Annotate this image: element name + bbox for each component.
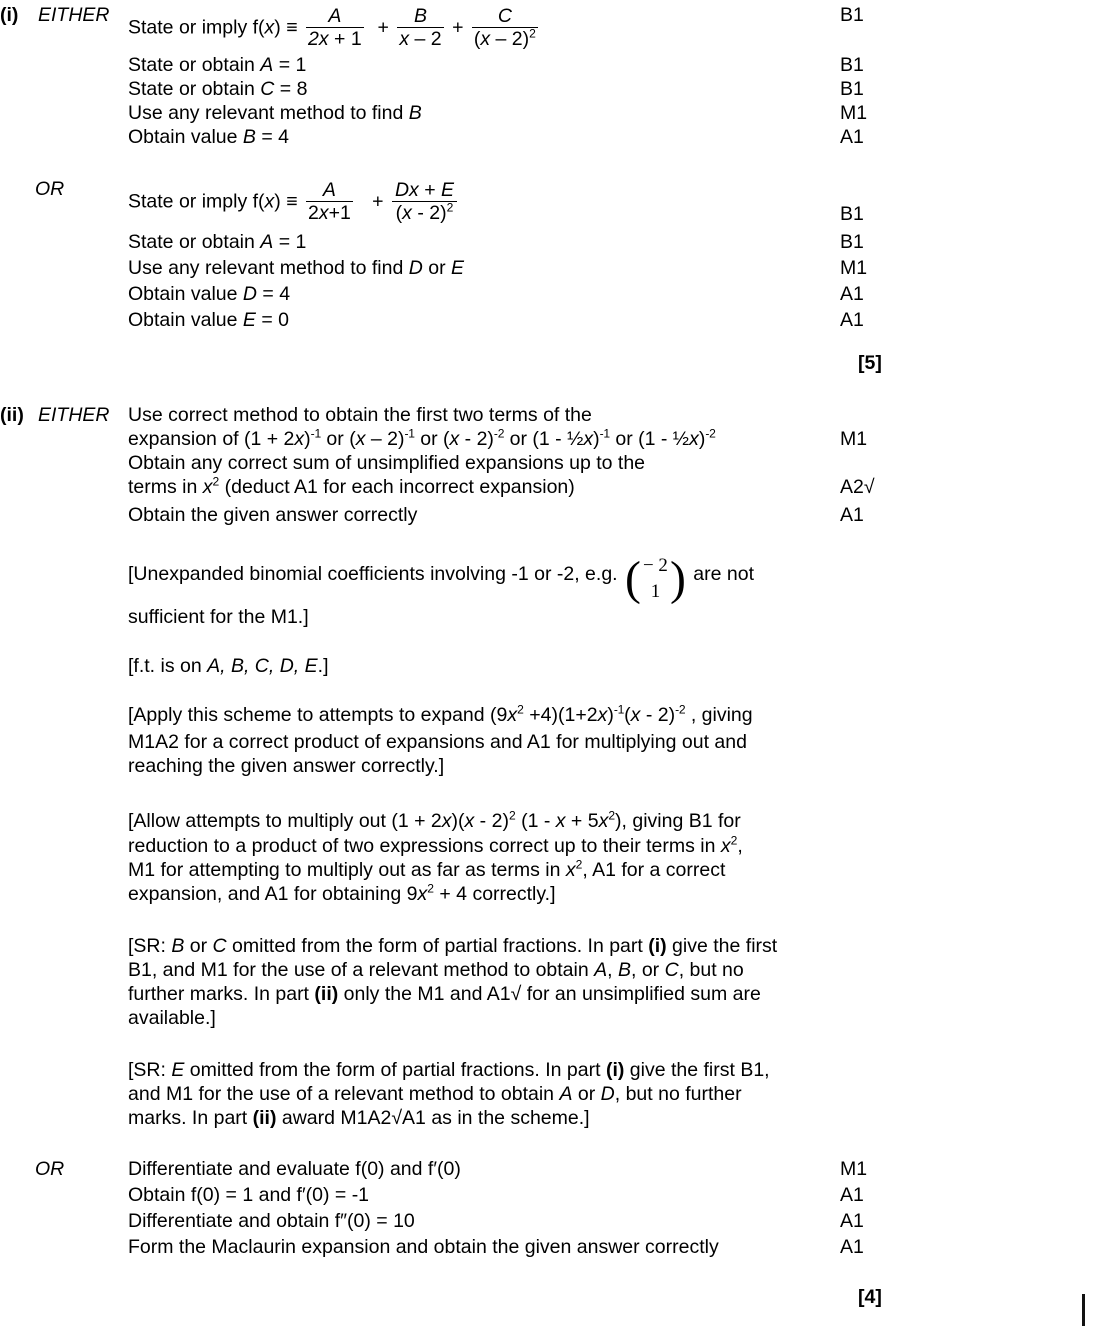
- part-ii-either-line-4: terms in $x^2$ (deduct A1 for each incorrect expansion): [128, 474, 575, 498]
- fraction-b-over-x-minus-2: [397, 6, 443, 50]
- part-i-either-label: EITHER: [38, 4, 110, 26]
- part-ii-or-line-1: Differentiate and evaluate f(0) and f′(0): [128, 1158, 461, 1180]
- part-ii-either-line-2: expansion of $(1 + 2x)^{-1}$ or (x – 2)$^{-1}$ or (x - 2)$^{-2}$ or (1 - ½x)$^{-1}$ or (1 - ½x)$^{-2}$: [128, 426, 716, 450]
- fraction-a-over-2x-plus-1: [306, 6, 364, 50]
- part-i-label: (i): [0, 4, 19, 26]
- mark-part-ii-or-1: M1: [840, 1158, 868, 1180]
- part-ii-either-line-3: Obtain any correct sum of unsimplified expansions up to the: [128, 452, 646, 474]
- fraction-numerator: C: [472, 6, 538, 28]
- binomial-coefficient: [627, 553, 684, 604]
- note-binomial-line-2: sufficient for the M1.]: [128, 606, 309, 628]
- part-ii-label: (ii): [0, 404, 24, 426]
- note-allow-line-3: M1 for attempting to multiply out as far as terms in $x^2$, A1 for a correct: [128, 857, 726, 881]
- part-i-total-marks: [5]: [858, 352, 882, 374]
- note-follow-through: [f.t. is on A, B, C, D, E.]: [128, 655, 329, 677]
- part-ii-either-line-5: Obtain the given answer correctly: [128, 504, 418, 526]
- part-i-either-line-2: State or obtain A = 1: [128, 54, 307, 76]
- plus-operator-2: +: [452, 16, 464, 39]
- note-sr2-line-3: marks. In part (ii) award M1A2√A1 as in the scheme.]: [128, 1107, 590, 1129]
- note-sr2-line-1: [SR: E omitted from the form of partial fractions. In part (i) give the first B1,: [128, 1059, 770, 1081]
- note-apply-line-3: reaching the given answer correctly.]: [128, 755, 445, 777]
- note-allow-line-4: expansion, and A1 for obtaining $9x^2 + 4$ correctly.]: [128, 881, 556, 905]
- mark-part-i-either-4: M1: [840, 102, 868, 124]
- fraction-denominator: (x – 2)$^2$: [473, 26, 536, 51]
- part-i-either-line-3: State or obtain C = 8: [128, 78, 308, 100]
- part-ii-or-line-2: Obtain f(0) = 1 and f′(0) = -1: [128, 1184, 370, 1206]
- mark-part-i-or-3: M1: [840, 257, 868, 279]
- mark-part-ii-expansion: M1: [840, 428, 868, 450]
- note-sr1-line-4: available.]: [128, 1007, 216, 1029]
- note-binomial-after: are not: [693, 562, 754, 585]
- mark-part-ii-or-2: A1: [840, 1184, 864, 1206]
- binomial-bottom: 1: [650, 580, 661, 602]
- part-i-either-line-5: Obtain value B = 4: [128, 126, 289, 148]
- part-i-or-line-5: Obtain value E = 0: [128, 309, 289, 331]
- part-i-either-line-1: [128, 6, 541, 50]
- note-binomial-before: [Unexpanded binomial coefficients involving -1 or -2, e.g.: [128, 562, 618, 585]
- part-i-or-line-4: Obtain value D = 4: [128, 283, 291, 305]
- right-paren-icon: ): [669, 551, 686, 605]
- part-i-or-label: OR: [35, 178, 65, 200]
- part-ii-or-line-4: Form the Maclaurin expansion and obtain the given answer correctly: [128, 1236, 719, 1258]
- fraction-numerator: A: [306, 180, 353, 202]
- part-i-either-line-4: Use any relevant method to find B: [128, 102, 422, 124]
- binomial-top: − 2: [643, 555, 668, 576]
- mark-part-ii-or-4: A1: [840, 1236, 864, 1258]
- note-apply-line-2: M1A2 for a correct product of expansions and A1 for multiplying out and: [128, 731, 747, 753]
- part-i-either-line-1-text: State or imply f(x) ≡: [128, 16, 298, 39]
- mark-part-ii-answer: A1: [840, 504, 864, 526]
- part-ii-either-line-1: Use correct method to obtain the first two terms of the: [128, 404, 592, 426]
- fraction-numerator: Dx + E: [392, 180, 457, 202]
- note-sr1-line-2: B1, and M1 for the use of a relevant method to obtain A, B, or C, but no: [128, 959, 744, 981]
- mark-part-i-either-1: B1: [840, 4, 864, 26]
- part-i-or-line-2: State or obtain A = 1: [128, 231, 307, 253]
- fraction-denominator: (x - 2)$^2$: [395, 200, 454, 225]
- mark-part-i-or-2: B1: [840, 231, 864, 253]
- fraction-numerator: B: [397, 6, 443, 28]
- part-ii-total-marks: [4]: [858, 1286, 882, 1308]
- fraction-c-over-x-minus-2-squared: [472, 6, 538, 50]
- fraction-numerator: A: [306, 6, 364, 28]
- note-apply-line-1: [Apply this scheme to attempts to expand $(9x^2 +4)(1+2x)^{-1}(x - 2)^{-2}$ , giving: [128, 702, 753, 726]
- right-margin-rule: [1082, 1294, 1085, 1326]
- note-allow-line-2: reduction to a product of two expressions correct up to their terms in $x^2$,: [128, 833, 743, 857]
- mark-part-i-or-5: A1: [840, 309, 864, 331]
- mark-part-ii-or-3: A1: [840, 1210, 864, 1232]
- note-sr1-line-1: [SR: B or C omitted from the form of partial fractions. In part (i) give the first: [128, 935, 778, 957]
- note-binomial-line-1: [128, 553, 754, 604]
- plus-operator-1: +: [372, 16, 389, 39]
- mark-part-i-or-4: A1: [840, 283, 864, 305]
- note-allow-line-1: [Allow attempts to multiply out (1 + 2x)(x - 2)$^2$ $(1 - x + 5x^2)$, giving B1 for: [128, 808, 741, 832]
- fraction-denominator: 2x+1: [308, 202, 351, 225]
- mark-part-i-either-3: B1: [840, 78, 864, 100]
- note-sr1-line-3: further marks. In part (ii) only the M1 and A1√ for an unsimplified sum are: [128, 983, 761, 1005]
- note-sr2-line-2: and M1 for the use of a relevant method to obtain A or D, but no further: [128, 1083, 742, 1105]
- fraction-denominator: 2x + 1: [308, 28, 362, 51]
- fraction-a-over-2x-plus-1-or: [306, 180, 353, 224]
- mark-part-i-either-5: A1: [840, 126, 864, 148]
- mark-part-ii-sum: A2√: [840, 476, 875, 498]
- plus-operator-3: +: [361, 190, 384, 213]
- part-i-or-line-3: Use any relevant method to find D or E: [128, 257, 465, 279]
- part-i-or-line-1: [128, 180, 460, 224]
- part-ii-or-line-3: Differentiate and obtain f″(0) = 10: [128, 1210, 415, 1232]
- part-i-or-line-1-text: State or imply f(x) ≡: [128, 190, 298, 213]
- binomial-stack: [643, 553, 668, 604]
- left-paren-icon: (: [625, 551, 641, 605]
- fraction-denominator: x – 2: [399, 28, 442, 51]
- mark-part-i-either-2: B1: [840, 54, 864, 76]
- part-ii-either-label: EITHER: [38, 404, 110, 426]
- part-ii-or-label: OR: [35, 1158, 65, 1180]
- mark-part-i-or-1: B1: [840, 203, 864, 225]
- fraction-dx-plus-e-over-x-minus-2-squared: [392, 180, 457, 224]
